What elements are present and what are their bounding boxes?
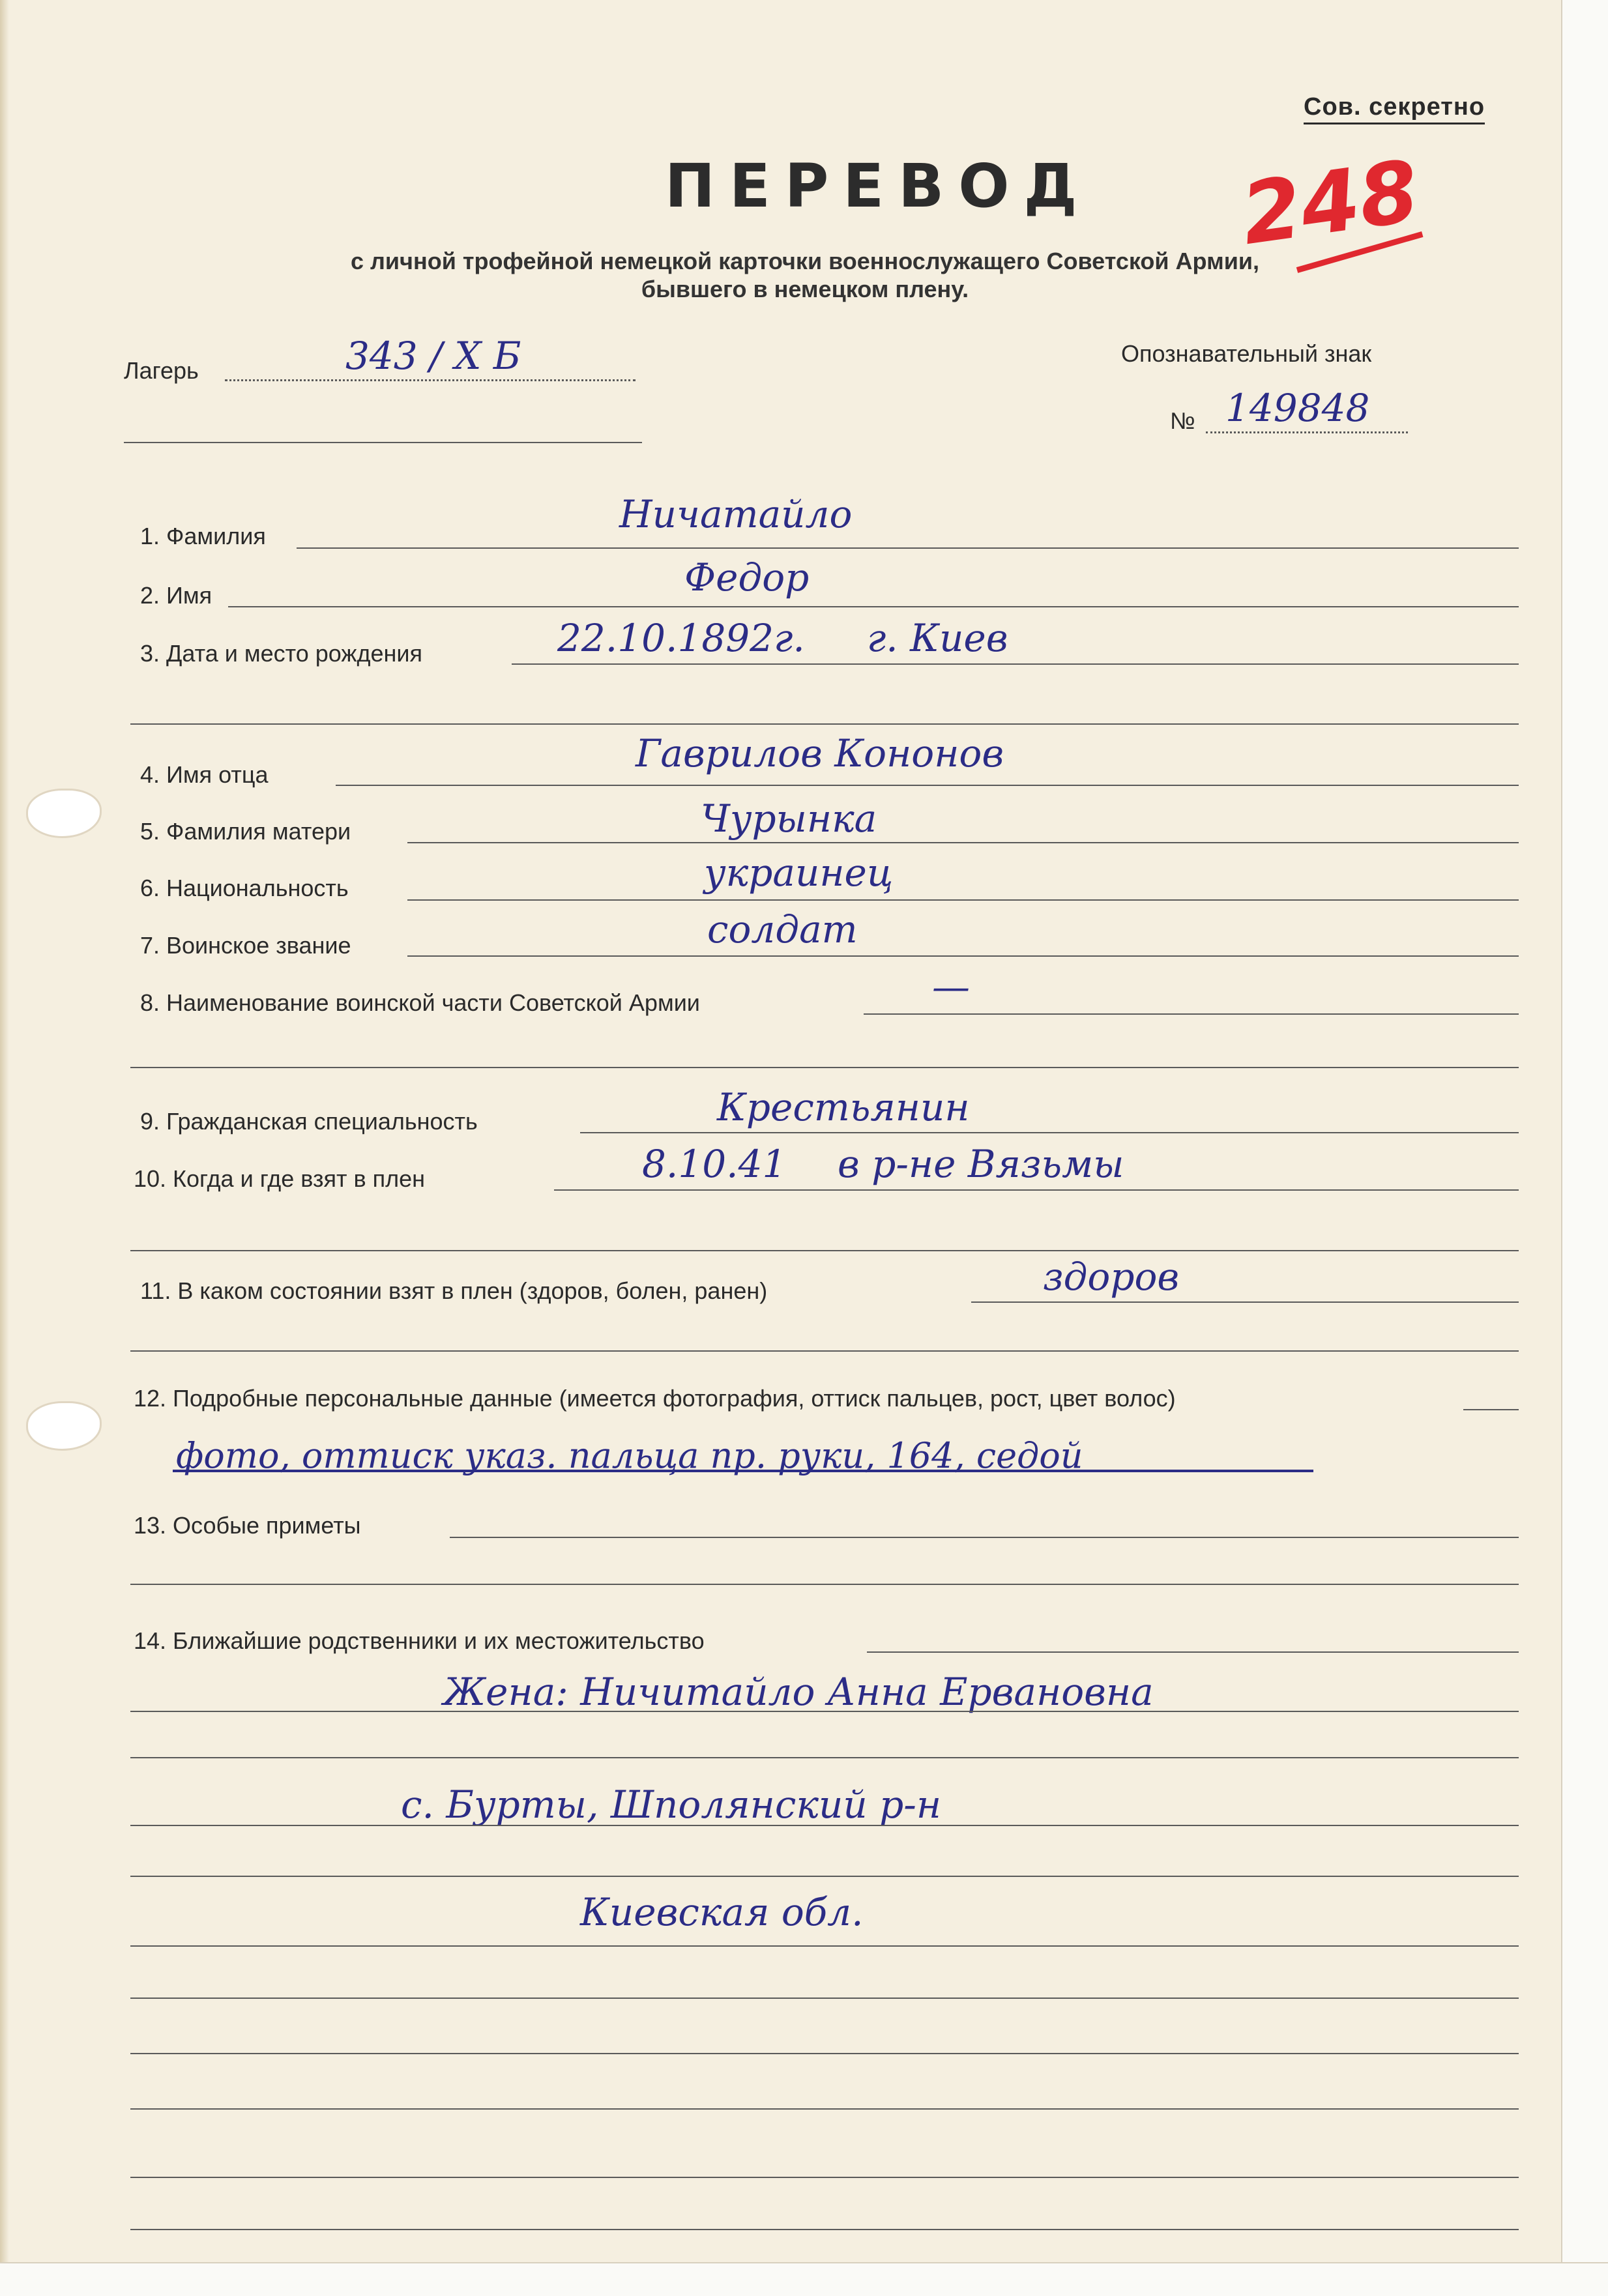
field-nationality-line <box>407 899 1519 901</box>
field-surname-value: Ничатайло <box>619 492 853 536</box>
id-tag-value: 149848 <box>1225 386 1370 430</box>
field-relatives-ruled-line <box>130 2108 1519 2110</box>
field-captured-line <box>554 1189 1519 1191</box>
field-first-name-value: Федор <box>684 555 810 600</box>
id-tag-number-sign: № <box>1170 407 1195 434</box>
field-nationality-value: украинец <box>704 850 894 895</box>
field-unit-value: — <box>932 965 970 1009</box>
field-father-name-label: 4. Имя отца <box>140 761 269 788</box>
field-special-marks-line <box>450 1537 1519 1538</box>
field-mother-name-line <box>407 842 1519 843</box>
field-relatives-ruled-line <box>130 1711 1519 1712</box>
document-title: ПЕРЕВОД <box>665 151 1092 221</box>
paper-edge-shadow <box>0 0 9 2296</box>
field-condition-extra-line <box>130 1350 1519 1352</box>
field-mother-name-label: 5. Фамилия матери <box>140 818 351 845</box>
field-relatives-ruled-line <box>130 1876 1519 1877</box>
field-personal-data-value: фото, оттиск указ. пальца пр. руки, 164, седой <box>176 1435 1083 1476</box>
camp-value: 343 / X Б <box>345 334 521 378</box>
field-relatives-line <box>867 1651 1519 1653</box>
field-relatives-ruled-line <box>130 1945 1519 1947</box>
classification-stamp: Сов. секретно <box>1304 93 1485 124</box>
punch-hole-icon <box>26 1401 102 1451</box>
field-surname-line <box>297 547 1519 549</box>
scan-margin-bottom <box>0 2262 1608 2296</box>
field-birth-place-value: г. Киев <box>867 616 1008 660</box>
field-father-name-value: Гаврилов Кононов <box>636 731 1004 776</box>
field-rank-value: солдат <box>707 907 858 952</box>
field-relatives-ruled-line <box>130 2177 1519 2178</box>
field-nationality-label: 6. Национальность <box>140 875 349 901</box>
scan-margin-right <box>1561 0 1608 2296</box>
field-special-marks-label: 13. Особые приметы <box>134 1512 361 1539</box>
document-subtitle-line2: бывшего в немецком плену. <box>641 276 969 302</box>
camp-value-line <box>225 379 636 381</box>
field-occupation-value: Крестьянин <box>717 1085 970 1129</box>
camp-label: Лагерь <box>124 357 199 384</box>
field-rank-label: 7. Воинское звание <box>140 932 351 959</box>
field-father-name-line <box>336 785 1519 786</box>
field-relatives-ruled-line <box>130 1998 1519 1999</box>
id-tag-label: Опознавательный знак <box>1121 340 1372 367</box>
field-captured-place-value: в р-не Вязьмы <box>838 1142 1124 1186</box>
field-condition-value: здоров <box>1043 1255 1180 1299</box>
field-relatives-value-line1: Жена: Ничитайло Анна Ервановна <box>443 1670 1154 1714</box>
field-captured-date-value: 8.10.41 <box>642 1142 787 1186</box>
field-birth-label: 3. Дата и место рождения <box>140 640 422 667</box>
field-occupation-label: 9. Гражданская специальность <box>140 1108 478 1135</box>
field-relatives-ruled-line <box>130 2229 1519 2230</box>
field-personal-data-label: 12. Подробные персональные данные (имеется фотография, оттиск пальцев, рост, цвет волос) <box>134 1385 1176 1412</box>
punch-hole-icon <box>26 789 102 838</box>
field-relatives-ruled-line <box>130 1757 1519 1758</box>
field-personal-data-baseline <box>173 1470 1313 1472</box>
document-subtitle-line1: с личной трофейной немецкой карточки военнослужащего Советской Армии, <box>351 248 1259 274</box>
field-birth-line <box>512 663 1519 665</box>
field-captured-extra-line <box>130 1250 1519 1251</box>
field-birth-extra-line <box>130 723 1519 725</box>
field-birth-date-value: 22.10.1892г. <box>557 616 805 660</box>
field-unit-line <box>864 1013 1519 1015</box>
field-occupation-line <box>580 1132 1519 1133</box>
field-condition-line <box>971 1301 1519 1303</box>
field-captured-label: 10. Когда и где взят в плен <box>134 1165 425 1192</box>
field-mother-name-value: Чурынка <box>701 796 877 841</box>
field-condition-label: 11. В каком состоянии взят в плен (здоров, болен, ранен) <box>140 1277 768 1304</box>
field-special-marks-extra-line <box>130 1584 1519 1585</box>
field-relatives-ruled-line <box>130 1825 1519 1826</box>
field-relatives-value-line3: Киевская обл. <box>580 1890 864 1934</box>
id-tag-value-line <box>1206 431 1408 433</box>
field-first-name-line <box>228 606 1519 607</box>
field-surname-label: 1. Фамилия <box>140 523 266 549</box>
field-unit-label: 8. Наименование воинской части Советской Армии <box>140 989 700 1016</box>
field-rank-line <box>407 955 1519 957</box>
field-relatives-label: 14. Ближайшие родственники и их местожительство <box>134 1627 705 1654</box>
field-unit-extra-line <box>130 1067 1519 1068</box>
field-relatives-ruled-line <box>130 2053 1519 2054</box>
registry-number-handwritten: 248 <box>1235 141 1425 265</box>
field-personal-data-line <box>1463 1409 1519 1410</box>
field-relatives-value-line2: с. Бурты, Шполянский р-н <box>401 1782 942 1827</box>
camp-extra-line <box>124 442 642 443</box>
field-first-name-label: 2. Имя <box>140 582 212 609</box>
